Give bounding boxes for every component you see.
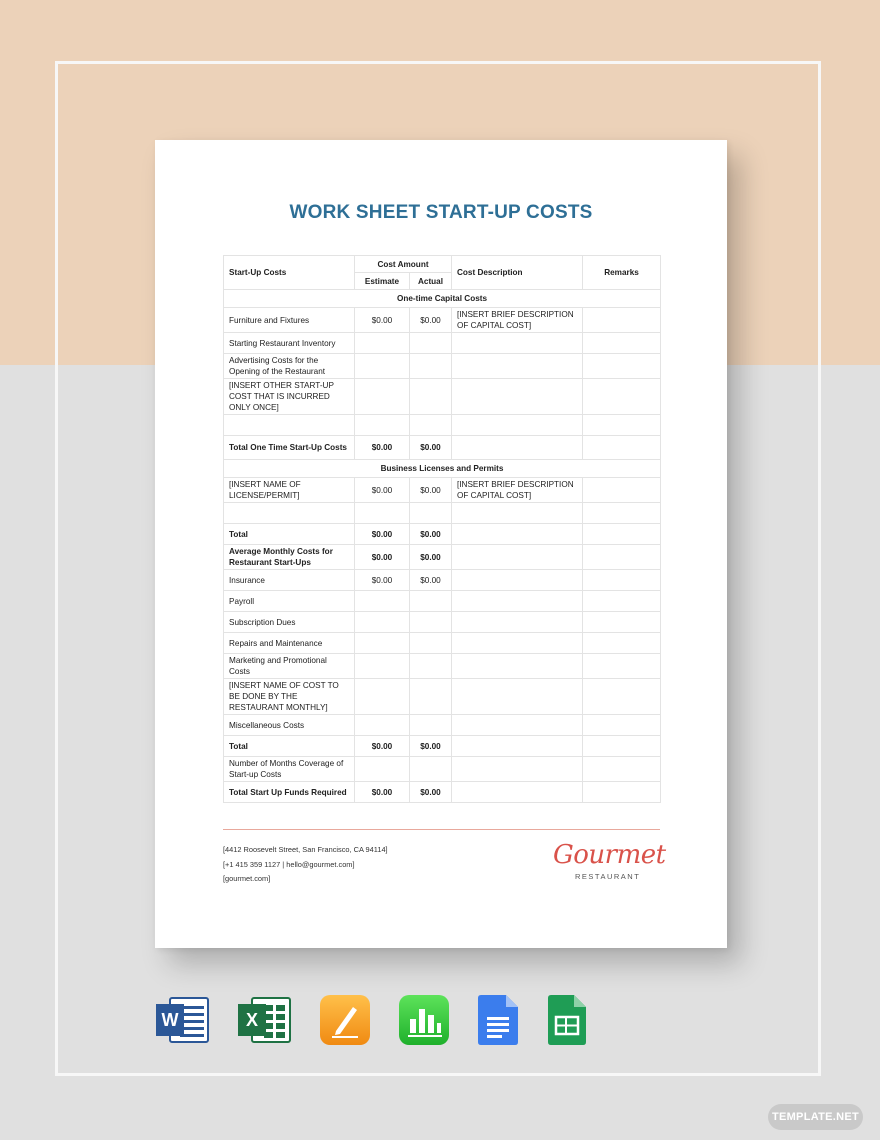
startup-costs-table [223, 255, 661, 803]
row-description: [INSERT BRIEF DESCRIPTION OF CAPITAL COST] [452, 478, 583, 503]
row-actual: $0.00 [410, 545, 452, 570]
row-label: Payroll [224, 591, 355, 612]
table-row [224, 415, 661, 436]
row-description [452, 379, 583, 415]
table-row [224, 782, 661, 803]
row-estimate [355, 633, 410, 654]
row-estimate [355, 379, 410, 415]
row-remarks [583, 679, 661, 715]
excel-icon[interactable] [238, 996, 292, 1044]
row-estimate [355, 354, 410, 379]
row-estimate [355, 415, 410, 436]
row-actual: $0.00 [410, 570, 452, 591]
svg-text:W: W [161, 1010, 179, 1030]
footer-website: [gourmet.com] [223, 874, 271, 883]
footer-divider [223, 829, 660, 830]
header-remarks: Remarks [583, 256, 661, 290]
table-row [224, 736, 661, 757]
table-row [224, 524, 661, 545]
row-label: Advertising Costs for the Opening of the Restaurant [224, 354, 355, 379]
row-estimate: $0.00 [355, 524, 410, 545]
row-actual [410, 757, 452, 782]
row-label: Furniture and Fixtures [224, 308, 355, 333]
row-remarks [583, 415, 661, 436]
row-description [452, 524, 583, 545]
header-actual: Actual [410, 273, 452, 290]
row-description [452, 633, 583, 654]
row-label [224, 503, 355, 524]
row-label: Repairs and Maintenance [224, 633, 355, 654]
row-actual: $0.00 [410, 736, 452, 757]
row-actual: $0.00 [410, 478, 452, 503]
footer-contact [223, 843, 388, 887]
row-label: Miscellaneous Costs [224, 715, 355, 736]
row-remarks [583, 782, 661, 803]
table-row [224, 654, 661, 679]
row-estimate [355, 679, 410, 715]
table-row [224, 570, 661, 591]
row-actual [410, 715, 452, 736]
row-actual: $0.00 [410, 436, 452, 460]
row-actual [410, 379, 452, 415]
svg-text:X: X [245, 1010, 259, 1030]
row-actual [410, 654, 452, 679]
row-estimate: $0.00 [355, 782, 410, 803]
table-row [224, 591, 661, 612]
row-label: Total One Time Start-Up Costs [224, 436, 355, 460]
table-row [224, 379, 661, 415]
row-estimate: $0.00 [355, 436, 410, 460]
row-label: Total [224, 736, 355, 757]
row-label: Average Monthly Costs for Restaurant Start-Ups [224, 545, 355, 570]
row-remarks [583, 478, 661, 503]
table-row [224, 757, 661, 782]
row-estimate [355, 333, 410, 354]
row-remarks [583, 308, 661, 333]
row-label: Marketing and Promotional Costs [224, 654, 355, 679]
row-remarks [583, 570, 661, 591]
row-actual [410, 679, 452, 715]
table-row [224, 679, 661, 715]
table-row [224, 436, 661, 460]
footer-phone-email: [+1 415 359 1127 | hello@gourmet.com] [223, 859, 355, 869]
row-actual [410, 415, 452, 436]
header-cost-description: Cost Description [452, 256, 583, 290]
table-row [224, 308, 661, 333]
row-actual: $0.00 [410, 308, 452, 333]
row-remarks [583, 354, 661, 379]
row-label [224, 415, 355, 436]
header-cost-amount: Cost Amount [355, 256, 452, 273]
row-description [452, 591, 583, 612]
row-actual: $0.00 [410, 782, 452, 803]
row-description [452, 354, 583, 379]
row-label: Total Start Up Funds Required [224, 782, 355, 803]
row-description [452, 715, 583, 736]
google-docs-icon[interactable] [478, 995, 518, 1045]
table-row [224, 333, 661, 354]
row-label: Number of Months Coverage of Start-up Costs [224, 757, 355, 782]
header-startup-costs: Start-Up Costs [224, 256, 355, 290]
row-description [452, 782, 583, 803]
table-row [224, 633, 661, 654]
row-remarks [583, 757, 661, 782]
logo-subtitle: RESTAURANT [575, 872, 641, 881]
logo-gourmet: Gourmet [553, 840, 666, 870]
table-row [224, 612, 661, 633]
row-remarks [583, 591, 661, 612]
row-actual: $0.00 [410, 524, 452, 545]
row-description [452, 757, 583, 782]
row-remarks [583, 612, 661, 633]
table-row [224, 545, 661, 570]
row-remarks [583, 436, 661, 460]
section-capital-costs: One-time Capital Costs [224, 290, 661, 308]
table-row [224, 478, 661, 503]
row-description [452, 612, 583, 633]
row-estimate: $0.00 [355, 478, 410, 503]
row-estimate: $0.00 [355, 545, 410, 570]
row-description [452, 570, 583, 591]
row-description [452, 436, 583, 460]
row-remarks [583, 654, 661, 679]
row-remarks [583, 736, 661, 757]
row-estimate [355, 503, 410, 524]
row-estimate [355, 591, 410, 612]
table-row [224, 354, 661, 379]
row-remarks [583, 545, 661, 570]
row-label: Insurance [224, 570, 355, 591]
row-actual [410, 503, 452, 524]
row-estimate: $0.00 [355, 736, 410, 757]
row-description [452, 415, 583, 436]
section-row [224, 460, 661, 478]
watermark-badge: TEMPLATE.NET [768, 1104, 863, 1130]
section-licenses-permits: Business Licenses and Permits [224, 460, 661, 478]
google-sheets-icon[interactable] [548, 995, 586, 1045]
row-label: [INSERT NAME OF COST TO BE DONE BY THE RESTAURANT MONTHLY] [224, 679, 355, 715]
row-estimate [355, 612, 410, 633]
row-description [452, 333, 583, 354]
row-actual [410, 633, 452, 654]
row-remarks [583, 503, 661, 524]
row-remarks [583, 715, 661, 736]
document-page [155, 140, 727, 948]
row-description [452, 503, 583, 524]
row-description [452, 736, 583, 757]
row-description [452, 654, 583, 679]
row-remarks [583, 333, 661, 354]
table-row [224, 715, 661, 736]
row-actual [410, 354, 452, 379]
row-description: [INSERT BRIEF DESCRIPTION OF CAPITAL COST] [452, 308, 583, 333]
row-label: Total [224, 524, 355, 545]
row-label: [INSERT NAME OF LICENSE/PERMIT] [224, 478, 355, 503]
row-description [452, 545, 583, 570]
row-estimate [355, 715, 410, 736]
row-label: Subscription Dues [224, 612, 355, 633]
section-row [224, 290, 661, 308]
row-remarks [583, 633, 661, 654]
row-estimate: $0.00 [355, 308, 410, 333]
row-estimate [355, 654, 410, 679]
row-remarks [583, 524, 661, 545]
row-actual [410, 591, 452, 612]
table-row [224, 503, 661, 524]
document-title: WORK SHEET START-UP COSTS [289, 202, 593, 223]
row-estimate [355, 757, 410, 782]
pages-icon[interactable] [320, 995, 370, 1045]
row-label: Starting Restaurant Inventory [224, 333, 355, 354]
row-actual [410, 333, 452, 354]
row-description [452, 679, 583, 715]
word-icon[interactable] [156, 996, 210, 1044]
row-actual [410, 612, 452, 633]
row-label: [INSERT OTHER START-UP COST THAT IS INCURRED ONLY ONCE] [224, 379, 355, 415]
row-estimate: $0.00 [355, 570, 410, 591]
header-row [224, 256, 661, 273]
numbers-icon[interactable] [399, 995, 449, 1045]
header-estimate: Estimate [355, 273, 410, 290]
footer-address: [4412 Roosevelt Street, San Francisco, CA 94114] [223, 845, 388, 854]
row-remarks [583, 379, 661, 415]
